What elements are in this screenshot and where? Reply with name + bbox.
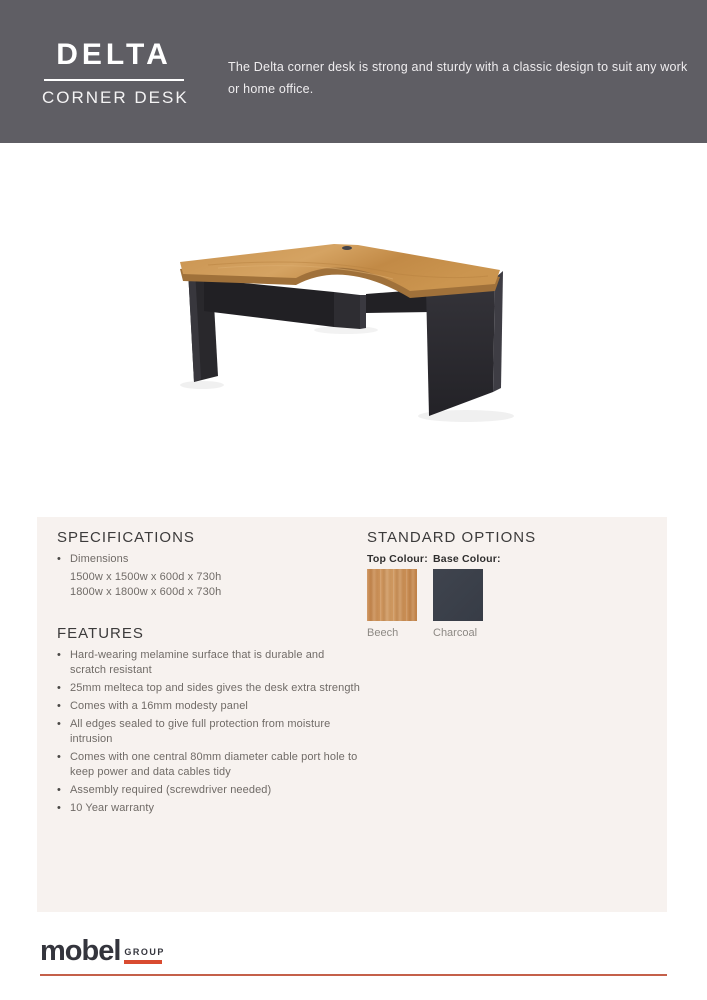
feature-item: • Comes with a 16mm modesty panel [57,699,363,714]
brand-logo-suffix: GROUP [124,947,165,957]
features-list [57,648,363,816]
corner-desk-illustration [148,208,568,443]
corner-desk-image [148,208,568,443]
top-colour-name: Beech [367,627,399,639]
beech-swatch [367,569,417,621]
dimensions-label: • Dimensions [57,552,363,567]
specifications-heading: SPECIFICATIONS [57,529,195,546]
top-colour-label: Top Colour: [367,553,428,565]
product-title-lockup [42,38,189,108]
product-name: DELTA [56,38,172,71]
cable-port-hole [342,246,352,250]
colour-swatches [367,553,647,639]
brand-logo-accent-bar [124,960,162,964]
dimension-value: 1800w x 1800w x 600d x 730h [70,586,222,598]
top-colour-option [367,553,428,639]
brand-logo [40,937,165,966]
dimension-value: 1500w x 1500w x 600d x 730h [70,571,222,583]
standard-options-column [367,529,647,639]
feature-item: • 25mm melteca top and sides gives the desk extra strength [57,681,363,696]
dimensions-list [57,552,363,567]
brand-logo-suffix-block [124,948,165,964]
brand-logo-text: mobel [40,935,121,967]
feature-item: • Assembly required (screwdriver needed) [57,783,363,798]
feature-item: • Comes with one central 80mm diameter cable port hole to keep power and data cables tidy [57,750,363,780]
product-description: The Delta corner desk is strong and sturdy with a classic design to suit any work or home office. [228,60,688,96]
info-panel [37,517,667,912]
features-section [57,625,363,816]
product-type: CORNER DESK [42,88,189,107]
feature-item: • 10 Year warranty [57,801,363,816]
title-divider [44,79,184,81]
base-colour-name: Charcoal [433,627,478,639]
specifications-column [57,529,363,819]
feature-item: • Hard-wearing melamine surface that is durable and scratch resistant [57,648,363,678]
feature-item: • All edges sealed to give full protection from moisture intrusion [57,717,363,747]
footer-divider-line [40,974,667,976]
charcoal-swatch [433,569,483,621]
base-colour-label: Base Colour: [433,553,501,565]
standard-options-heading: STANDARD OPTIONS [367,529,537,546]
header-banner [0,0,707,143]
features-heading: FEATURES [57,625,144,642]
base-colour-option [433,553,501,639]
